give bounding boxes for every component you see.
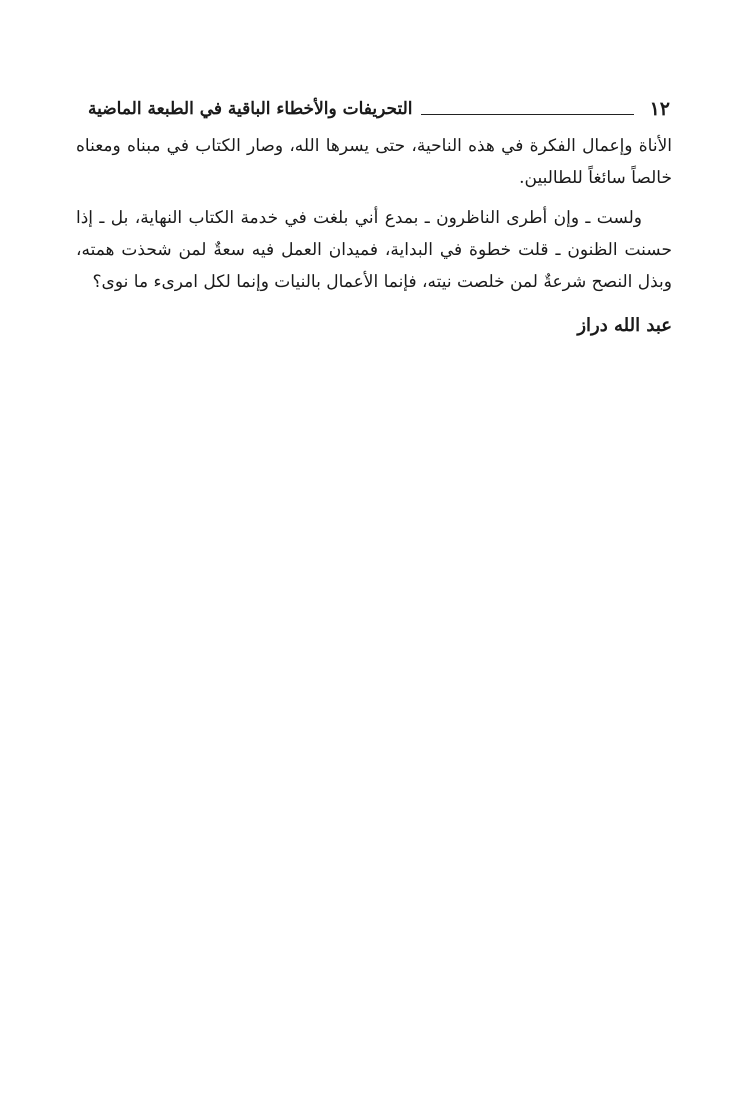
paragraph: الأناة وإعمال الفكرة في هذه الناحية، حتى يسرها الله، وصار الكتاب في مبناه ومعناه خالصاً سائغاً للطالبين. xyxy=(76,136,672,188)
running-header xyxy=(88,90,670,120)
running-header-title: التحريفات والأخطاء الباقية في الطبعة الماضية xyxy=(88,99,413,119)
page-number: ١٢ xyxy=(649,98,670,120)
header-rule xyxy=(421,114,634,115)
paragraph: ولست ـ وإن أطرى الناظرون ـ بمدع أني بلغت في خدمة الكتاب النهاية، بل ـ إذا حسنت الظنون ـ قلت خطوة في البداية، فميدان العمل فيه سعةٌ لمن شحذت همته، وبذل النصح شرعةٌ لمن خلصت نيته، فإنما الأعمال بالنيات وإنما لكل امرىء ما نوى؟ xyxy=(76,208,672,292)
author-signature: عبد الله دراز xyxy=(577,315,672,336)
body-text xyxy=(76,130,672,302)
